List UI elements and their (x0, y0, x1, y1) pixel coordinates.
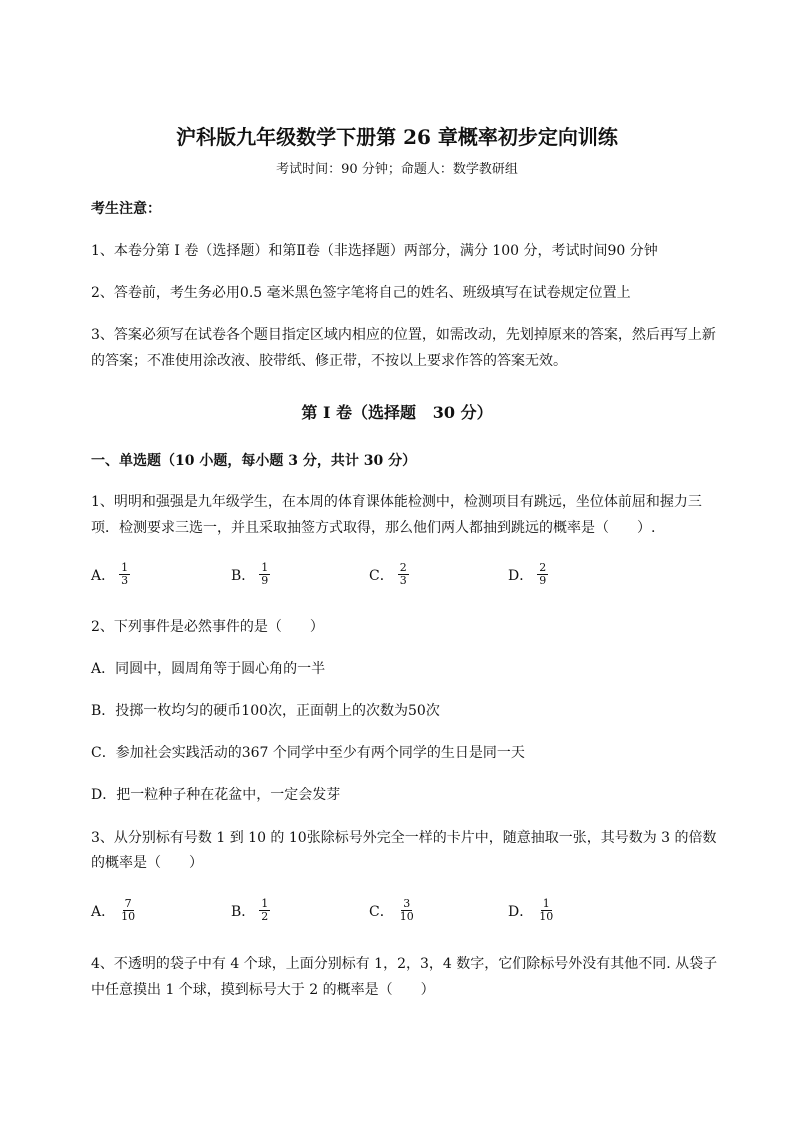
q3-option-c[interactable] (369, 898, 416, 923)
fraction (119, 562, 130, 587)
q2-option-b[interactable]: B．投掷一枚均匀的硬币100次，正面朝上的次数为50次 (91, 703, 440, 719)
q3-option-b[interactable] (231, 898, 270, 923)
denominator: 10 (121, 910, 136, 923)
fraction (537, 562, 548, 587)
numerator: 1 (121, 561, 129, 574)
q2-option-d[interactable]: D．把一粒种子种在花盆中，一定会发芽 (91, 787, 341, 803)
fraction (119, 898, 137, 923)
numerator: 1 (542, 897, 550, 910)
q3-option-d[interactable] (508, 898, 555, 923)
exam-info: 考试时间：90 分钟；命题人：数学教研组 (276, 162, 518, 177)
option-label: B． (231, 567, 256, 584)
part-heading: 一、单选题（10 小题，每小题 3 分，共计 30 分） (91, 453, 417, 469)
question-1-text: 1、明明和强强是九年级学生，在本周的体育课体能检测中，检测项目有跳远，坐位体前屈和握力三 (91, 494, 702, 510)
numerator: 1 (261, 897, 269, 910)
q2-option-c[interactable]: C．参加社会实践活动的367 个同学中至少有两个同学的生日是同一天 (91, 745, 525, 761)
notice-item: 2、答卷前，考生务必用0.5 毫米黑色签字笔将自己的姓名、班级填写在试卷规定位置上 (91, 285, 631, 301)
numerator: 1 (261, 561, 269, 574)
denominator: 3 (121, 574, 129, 587)
question-4-text: 4、不透明的袋子中有 4 个球，上面分别标有 1，2，3，4 数字，它们除标号外没有其他不同. 从袋子 (91, 956, 718, 972)
q1-option-d[interactable] (508, 562, 548, 587)
page-title: 沪科版九年级数学下册第 26 章概率初步定向训练 (176, 125, 618, 149)
option-label: D． (508, 903, 534, 920)
question-3-text-continued: 的概率是（ ） (91, 855, 203, 871)
fraction (398, 562, 409, 587)
denominator: 2 (261, 910, 269, 923)
option-label: A． (91, 567, 116, 584)
denominator: 10 (539, 910, 554, 923)
q2-option-a[interactable]: A．同圆中，圆周角等于圆心角的一半 (91, 661, 326, 677)
numerator: 3 (403, 897, 411, 910)
question-3-text: 3、从分别标有号数 1 到 10 的 10张除标号外完全一样的卡片中，随意抽取一张，其号数为 3 的倍数 (91, 830, 717, 846)
section-title: 第 I 卷（选择题 30 分） (301, 403, 493, 422)
notice-item-continued: 的答案；不准使用涂改液、胶带纸、修正带，不按以上要求作答的答案无效。 (91, 353, 567, 369)
fraction (259, 562, 270, 587)
numerator: 7 (124, 897, 132, 910)
option-label: A． (91, 903, 116, 920)
denominator: 9 (539, 574, 547, 587)
denominator: 9 (261, 574, 269, 587)
q1-option-c[interactable] (369, 562, 409, 587)
q3-option-a[interactable] (91, 898, 137, 923)
denominator: 10 (399, 910, 414, 923)
numerator: 2 (539, 561, 547, 574)
fraction (259, 898, 270, 923)
q1-option-a[interactable] (91, 562, 130, 587)
fraction (537, 898, 555, 923)
option-label: D． (508, 567, 534, 584)
denominator: 3 (399, 574, 407, 587)
notice-item: 1、本卷分第 I 卷（选择题）和第Ⅱ卷（非选择题）两部分，满分 100 分，考试时间90 分钟 (91, 243, 658, 259)
option-label: C． (369, 567, 394, 584)
option-label: C． (369, 903, 394, 920)
numerator: 2 (399, 561, 407, 574)
question-2-text: 2、下列事件是必然事件的是（ ） (91, 619, 324, 635)
question-4-text-continued: 中任意摸出 1 个球，摸到标号大于 2 的概率是（ ） (91, 982, 435, 998)
q1-option-b[interactable] (231, 562, 270, 587)
notice-heading: 考生注意： (91, 201, 161, 217)
option-label: B． (231, 903, 256, 920)
fraction (398, 898, 416, 923)
notice-item: 3、答案必须写在试卷各个题目指定区域内相应的位置，如需改动，先划掉原来的答案，然后再写上新 (91, 327, 716, 343)
question-1-text-continued: 项．检测要求三选一，并且采取抽签方式取得，那么他们两人都抽到跳远的概率是（ ）. (91, 520, 656, 536)
